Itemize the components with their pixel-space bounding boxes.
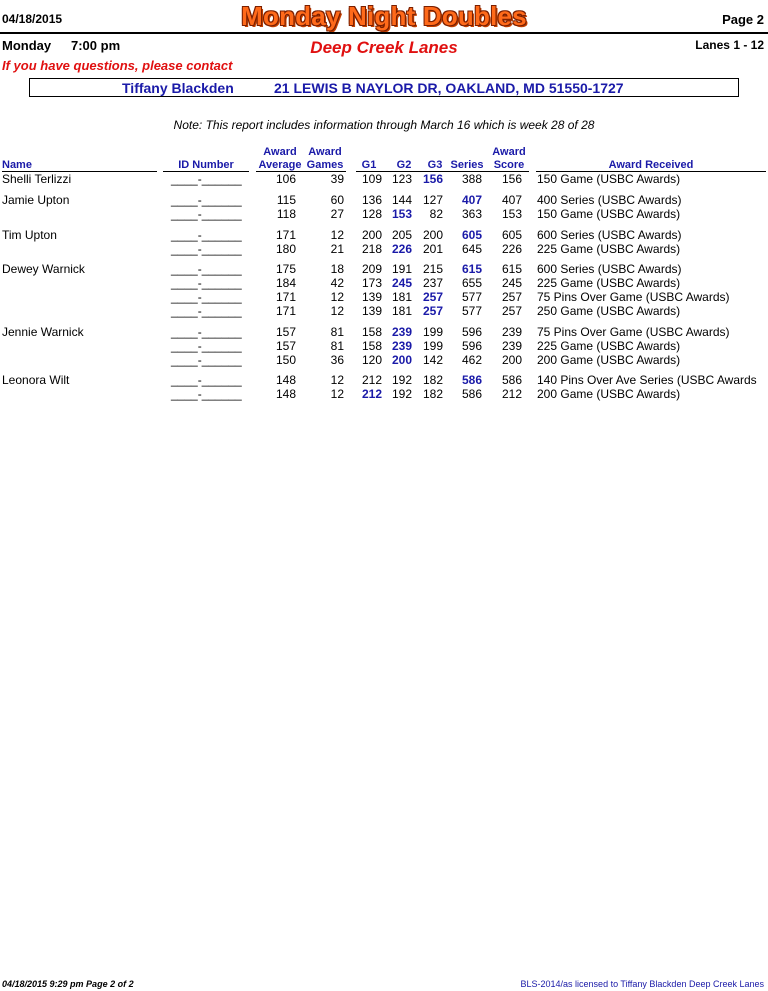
col-header-award-score-2: Score: [493, 159, 525, 171]
cell-avg: 150: [275, 353, 296, 367]
cell-avg: 171: [275, 228, 296, 242]
cell-score: 239: [501, 325, 522, 339]
cell-g2: 226: [391, 242, 412, 256]
cell-g3: 257: [422, 290, 443, 304]
bowler-name: Jennie Warnick: [2, 325, 84, 339]
cell-g1: 109: [361, 172, 382, 186]
cell-games: 27: [330, 207, 344, 221]
cell-avg: 171: [275, 290, 296, 304]
award-received: 600 Series (USBC Awards): [537, 262, 682, 276]
page-number: Page 2: [722, 12, 764, 27]
cell-score: 257: [501, 304, 522, 318]
cell-score: 153: [501, 207, 522, 221]
contact-address: 21 LEWIS B NAYLOR DR, OAKLAND, MD 51550-1727: [274, 80, 624, 96]
cell-g3: 182: [422, 373, 443, 387]
cell-avg: 175: [275, 262, 296, 276]
award-received: 400 Series (USBC Awards): [537, 193, 682, 207]
cell-score: 239: [501, 339, 522, 353]
footer-license: BLS-2014/as licensed to Tiffany Blackden Deep Creek Lanes: [520, 979, 764, 989]
cell-g2: 239: [391, 325, 412, 339]
cell-avg: 180: [275, 242, 296, 256]
cell-g1: 120: [361, 353, 382, 367]
cell-series: 577: [461, 290, 482, 304]
bowler-name: Shelli Terlizzi: [2, 172, 72, 186]
cell-g2: 192: [391, 387, 412, 401]
cell-series: 596: [461, 325, 482, 339]
award-received: 200 Game (USBC Awards): [537, 387, 681, 401]
league-day: Monday: [2, 38, 52, 53]
cell-score: 245: [501, 276, 522, 290]
col-header-award-score-1: Award: [492, 146, 526, 158]
award-received: 250 Game (USBC Awards): [537, 304, 681, 318]
cell-g1: 139: [361, 304, 382, 318]
id-number-field: ____-______: [171, 172, 242, 186]
cell-games: 39: [330, 172, 344, 186]
cell-g3: 182: [422, 387, 443, 401]
award-received: 150 Game (USBC Awards): [537, 172, 681, 186]
award-received: 600 Series (USBC Awards): [537, 228, 682, 242]
cell-g1: 139: [361, 290, 382, 304]
award-received: 225 Game (USBC Awards): [537, 276, 681, 290]
cell-score: 615: [501, 262, 522, 276]
id-number-field: ____-______: [171, 262, 242, 276]
cell-g2: 191: [391, 262, 412, 276]
cell-avg: 148: [275, 387, 296, 401]
id-number-field: ____-______: [171, 387, 242, 401]
cell-score: 200: [501, 353, 522, 367]
cell-games: 12: [330, 304, 344, 318]
cell-g3: 156: [422, 172, 443, 186]
cell-avg: 118: [276, 207, 296, 221]
header-rule: [0, 32, 768, 34]
cell-g3: 142: [422, 353, 443, 367]
cell-g2: 205: [391, 228, 412, 242]
cell-g2: 245: [391, 276, 412, 290]
id-number-field: ____-______: [171, 325, 242, 339]
cell-g3: 201: [422, 242, 443, 256]
cell-games: 42: [330, 276, 344, 290]
cell-score: 257: [501, 290, 522, 304]
cell-g3: 237: [422, 276, 443, 290]
cell-g1: 173: [361, 276, 382, 290]
cell-g2: 123: [391, 172, 412, 186]
award-received: 150 Game (USBC Awards): [537, 207, 681, 221]
cell-games: 12: [330, 373, 344, 387]
cell-score: 407: [501, 193, 522, 207]
contact-prompt: If you have questions, please contact: [2, 58, 233, 73]
cell-g1: 209: [361, 262, 382, 276]
cell-g2: 239: [391, 339, 412, 353]
id-number-field: ____-______: [171, 353, 242, 367]
award-received: 75 Pins Over Game (USBC Awards): [537, 290, 730, 304]
cell-g3: 82: [429, 207, 443, 221]
report-date: 04/18/2015: [2, 12, 63, 26]
cell-series: 462: [461, 353, 482, 367]
award-received: 75 Pins Over Game (USBC Awards): [537, 325, 730, 339]
cell-series: 596: [461, 339, 482, 353]
cell-games: 81: [330, 339, 344, 353]
col-header-award-games-2: Games: [306, 159, 344, 171]
cell-g2: 153: [391, 207, 412, 221]
cell-g3: 199: [422, 325, 443, 339]
cell-avg: 106: [275, 172, 296, 186]
cell-g3: 127: [422, 193, 443, 207]
bowler-name: Leonora Wilt: [2, 373, 70, 387]
cell-score: 226: [501, 242, 522, 256]
id-number-field: ____-______: [171, 228, 242, 242]
cell-g1: 212: [361, 387, 382, 401]
cell-games: 18: [330, 262, 344, 276]
col-header-award-average-1: Award: [263, 146, 297, 158]
cell-games: 12: [330, 290, 344, 304]
id-number-field: ____-______: [171, 242, 242, 256]
col-header-series: Series: [450, 159, 484, 171]
id-number-field: ____-______: [171, 339, 242, 353]
report-note: Note: This report includes information through March 16 which is week 28 of 28: [173, 118, 595, 132]
league-time: 7:00 pm: [71, 38, 121, 53]
cell-g2: 181: [391, 290, 412, 304]
id-number-field: ____-______: [171, 304, 242, 318]
cell-series: 586: [461, 387, 482, 401]
cell-games: 12: [330, 228, 344, 242]
cell-avg: 157: [275, 325, 296, 339]
cell-g2: 200: [391, 353, 412, 367]
lanes-range: Lanes 1 - 12: [695, 38, 764, 52]
bowler-name: Tim Upton: [2, 228, 57, 242]
cell-series: 388: [461, 172, 482, 186]
id-number-field: ____-______: [171, 373, 242, 387]
id-number-field: ____-______: [171, 276, 242, 290]
bowler-name: Dewey Warnick: [2, 262, 85, 276]
col-header-id: ID Number: [178, 159, 234, 171]
cell-games: 60: [330, 193, 344, 207]
cell-games: 12: [330, 387, 344, 401]
cell-g3: 199: [422, 339, 443, 353]
cell-g1: 218: [361, 242, 382, 256]
cell-series: 655: [461, 276, 482, 290]
center-name: Deep Creek Lanes: [310, 38, 458, 57]
cell-avg: 148: [275, 373, 296, 387]
cell-score: 212: [501, 387, 522, 401]
col-header-award-average-2: Average: [258, 159, 302, 171]
cell-g3: 200: [422, 228, 443, 242]
footer-print-info: 04/18/2015 9:29 pm Page 2 of 2: [2, 979, 134, 989]
cell-avg: 184: [275, 276, 296, 290]
cell-series: 407: [461, 193, 482, 207]
col-header-name: Name: [2, 159, 32, 171]
cell-g1: 136: [361, 193, 382, 207]
cell-series: 586: [461, 373, 482, 387]
cell-series: 605: [461, 228, 482, 242]
cell-g3: 215: [422, 262, 443, 276]
award-received: 200 Game (USBC Awards): [537, 353, 681, 367]
cell-avg: 115: [276, 193, 296, 207]
cell-games: 81: [330, 325, 344, 339]
contact-box: [29, 78, 739, 97]
award-received: 225 Game (USBC Awards): [537, 339, 681, 353]
cell-g2: 144: [391, 193, 412, 207]
cell-g1: 212: [361, 373, 382, 387]
cell-series: 363: [461, 207, 482, 221]
col-header-g3: G3: [427, 159, 443, 171]
award-received: 140 Pins Over Ave Series (USBC Awards: [537, 373, 757, 387]
contact-name: Tiffany Blackden: [122, 80, 234, 96]
cell-g3: 257: [422, 304, 443, 318]
id-number-field: ____-______: [171, 290, 242, 304]
cell-g1: 128: [361, 207, 382, 221]
cell-score: 605: [501, 228, 522, 242]
award-received: 225 Game (USBC Awards): [537, 242, 681, 256]
cell-g1: 200: [361, 228, 382, 242]
id-number-field: ____-______: [171, 207, 242, 221]
cell-series: 645: [461, 242, 482, 256]
id-number-field: ____-______: [171, 193, 242, 207]
cell-g2: 192: [391, 373, 412, 387]
col-header-g2: G2: [396, 159, 412, 171]
cell-series: 577: [461, 304, 482, 318]
col-header-award-received: Award Received: [608, 159, 694, 171]
cell-avg: 157: [275, 339, 296, 353]
col-header-g1: G1: [361, 159, 377, 171]
col-header-award-games-1: Award: [308, 146, 342, 158]
cell-avg: 171: [275, 304, 296, 318]
league-title: Monday Night Doubles: [241, 1, 527, 31]
cell-games: 36: [330, 353, 344, 367]
cell-g1: 158: [361, 339, 382, 353]
cell-score: 586: [501, 373, 522, 387]
cell-games: 21: [330, 242, 344, 256]
cell-g2: 181: [391, 304, 412, 318]
cell-series: 615: [461, 262, 482, 276]
bowler-name: Jamie Upton: [2, 193, 70, 207]
cell-score: 156: [501, 172, 522, 186]
cell-g1: 158: [361, 325, 382, 339]
